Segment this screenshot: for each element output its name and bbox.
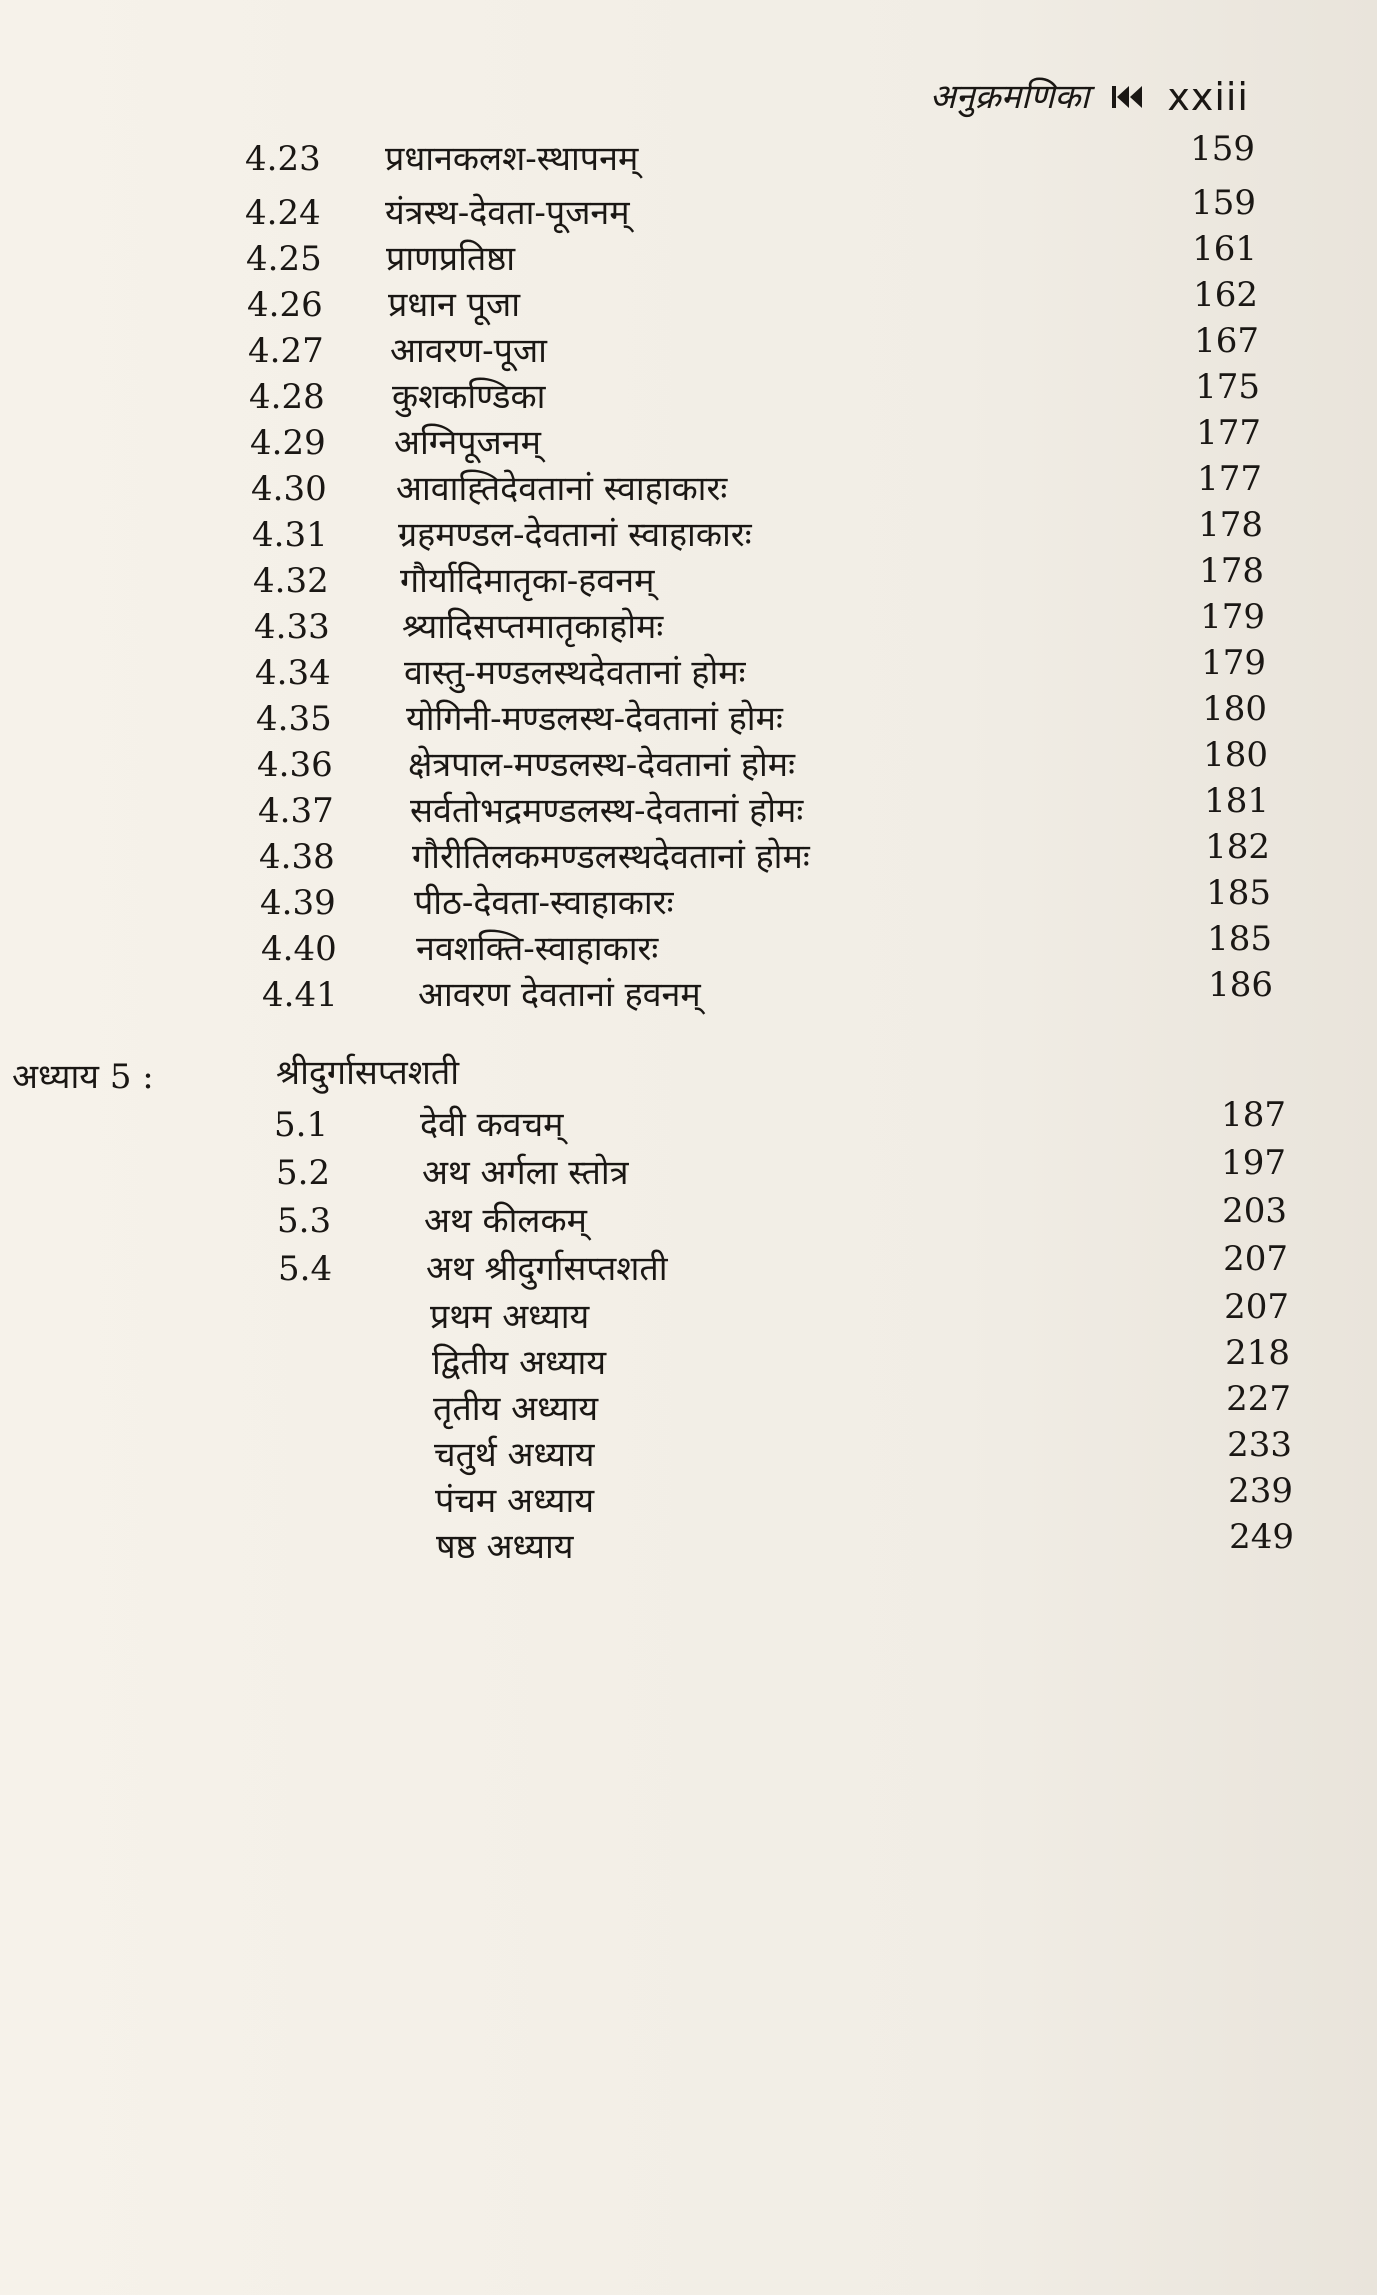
section-title: श्र्यादिसप्तमातृकाहोमः <box>402 607 664 647</box>
page-number: 203 <box>1222 1191 1287 1231</box>
toc-row <box>0 1095 1377 1158</box>
section-title: गौरीतिलकमण्डलस्थदेवतानां होमः <box>412 837 810 877</box>
toc-row <box>0 1517 1377 1580</box>
section-number: 4.37 <box>258 791 334 831</box>
page-number: 180 <box>1202 689 1267 729</box>
page-number: 233 <box>1227 1425 1292 1465</box>
section-number: 4.40 <box>261 929 337 969</box>
section-title: प्राणप्रतिष्ठा <box>386 239 516 279</box>
section-title: देवी कवचम् <box>420 1105 564 1145</box>
section-title: यंत्रस्थ-देवता-पूजनम् <box>385 193 630 233</box>
toc-row <box>0 129 1377 192</box>
toc-row <box>0 1425 1377 1488</box>
section-number: 4.26 <box>247 285 323 325</box>
toc-row <box>0 1239 1377 1302</box>
toc-row <box>0 551 1377 614</box>
section-title: अथ कीलकम् <box>424 1201 587 1241</box>
section-title: पीठ-देवता-स्वाहाकारः <box>414 883 674 923</box>
section-title: आवरण देवतानां हवनम् <box>418 975 701 1015</box>
chapter-heading <box>0 1053 1377 1110</box>
section-number: 4.41 <box>262 975 338 1015</box>
subchapter-title: प्रथम अध्याय <box>430 1297 590 1337</box>
page-number: 239 <box>1228 1471 1293 1511</box>
section-number: 4.23 <box>245 139 321 179</box>
section-title: आवरण-पूजा <box>390 331 547 371</box>
toc-row <box>0 1333 1377 1396</box>
section-number: 4.24 <box>245 193 321 233</box>
skip-back-icon <box>1111 83 1145 111</box>
page-number: 161 <box>1192 229 1257 269</box>
page-number: 197 <box>1221 1143 1286 1183</box>
section-title: अग्निपूजनम् <box>394 423 541 463</box>
toc-row <box>0 1287 1377 1350</box>
toc-row <box>0 1191 1377 1254</box>
subchapter-title: पंचम अध्याय <box>435 1481 595 1521</box>
page-number: 185 <box>1206 873 1271 913</box>
page-number: 186 <box>1208 965 1273 1005</box>
section-title: सर्वतोभद्रमण्डलस्थ-देवतानां होमः <box>410 791 804 831</box>
section-number: 5.4 <box>278 1249 333 1289</box>
chapter-label: अध्याय 5 : <box>12 1057 154 1097</box>
section-number: 5.1 <box>274 1105 329 1145</box>
subchapter-title: द्वितीय अध्याय <box>432 1343 607 1383</box>
section-number: 4.28 <box>249 377 325 417</box>
toc-row <box>0 1143 1377 1206</box>
section-number: 4.38 <box>259 837 335 877</box>
section-number: 5.3 <box>277 1201 332 1241</box>
section-number: 4.32 <box>253 561 329 601</box>
section-number: 4.39 <box>260 883 336 923</box>
section-number: 4.33 <box>254 607 330 647</box>
page-number: 249 <box>1229 1517 1294 1557</box>
page-number: 167 <box>1194 321 1259 361</box>
header-title: अनुक्रमणिका <box>929 77 1090 117</box>
page-number: 187 <box>1221 1095 1286 1135</box>
section-number: 5.2 <box>276 1153 331 1193</box>
page-number: 218 <box>1225 1333 1290 1373</box>
page-number: 159 <box>1191 183 1256 223</box>
page-number: 185 <box>1207 919 1272 959</box>
page-number: 179 <box>1201 643 1266 683</box>
toc-row <box>0 965 1377 1028</box>
page-number: 162 <box>1193 275 1258 315</box>
page-number: 178 <box>1199 551 1264 591</box>
page-number: 175 <box>1195 367 1260 407</box>
section-title: प्रधानकलश-स्थापनम् <box>385 139 639 179</box>
page-number: 159 <box>1190 129 1255 169</box>
section-number: 4.29 <box>250 423 326 463</box>
section-title: आवाह्तिदेवतानां स्वाहाकारः <box>396 469 728 509</box>
section-title: अथ श्रीदुर्गासप्तशती <box>426 1249 668 1289</box>
chapter-title: श्रीदुर्गासप्तशती <box>276 1053 460 1093</box>
section-number: 4.36 <box>257 745 333 785</box>
section-title: योगिनी-मण्डलस्थ-देवतानां होमः <box>406 699 783 739</box>
page-number: 227 <box>1226 1379 1291 1419</box>
page-number: 182 <box>1205 827 1270 867</box>
section-number: 4.25 <box>246 239 322 279</box>
section-number: 4.31 <box>252 515 328 555</box>
toc-row <box>0 827 1377 890</box>
page-number: 181 <box>1204 781 1269 821</box>
page-number: 177 <box>1197 459 1262 499</box>
toc-row <box>0 873 1377 936</box>
page-number: 207 <box>1223 1239 1288 1279</box>
page-number: 180 <box>1203 735 1268 775</box>
header-page-number: xxiii <box>1167 75 1249 119</box>
section-title: वास्तु-मण्डलस्थदेवतानां होमः <box>404 653 746 693</box>
page-number: 178 <box>1198 505 1263 545</box>
section-title: कुशकण्डिका <box>392 377 546 417</box>
running-header <box>929 75 1249 119</box>
section-title: अथ अर्गला स्तोत्र <box>422 1153 629 1193</box>
subchapter-title: चतुर्थ अध्याय <box>434 1435 595 1475</box>
subchapter-title: षष्ठ अध्याय <box>436 1527 574 1567</box>
section-title: नवशक्ति-स्वाहाकारः <box>416 929 659 969</box>
section-number: 4.35 <box>256 699 332 739</box>
page-number: 207 <box>1224 1287 1289 1327</box>
section-title: क्षेत्रपाल-मण्डलस्थ-देवतानां होमः <box>408 745 795 785</box>
subchapter-title: तृतीय अध्याय <box>433 1389 599 1429</box>
toc-row <box>0 1471 1377 1534</box>
section-number: 4.27 <box>248 331 324 371</box>
section-title: गौर्यादिमातृका-हवनम् <box>400 561 655 601</box>
toc-row <box>0 505 1377 568</box>
section-number: 4.34 <box>255 653 331 693</box>
section-number: 4.30 <box>251 469 327 509</box>
section-title: प्रधान पूजा <box>388 285 521 325</box>
toc-row <box>0 1379 1377 1442</box>
section-title: ग्रहमण्डल-देवतानां स्वाहाकारः <box>398 515 752 555</box>
page-number: 179 <box>1200 597 1265 637</box>
page-number: 177 <box>1196 413 1261 453</box>
